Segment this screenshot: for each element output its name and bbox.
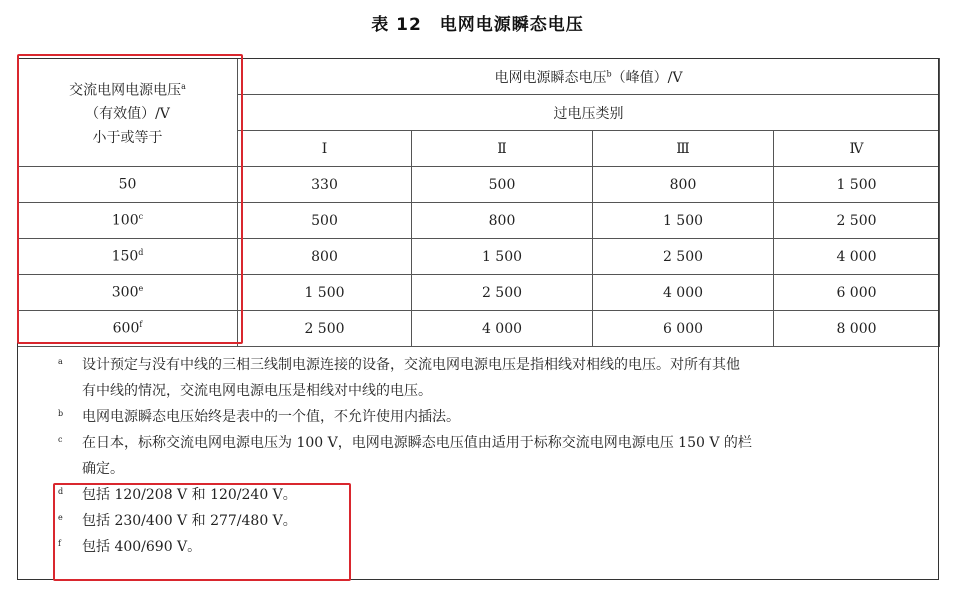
voltage-cell: 50 [18, 167, 238, 203]
footnote-mark: a [58, 357, 63, 366]
voltage-cell: 300e [18, 275, 238, 311]
value-cell: 2 500 [238, 311, 412, 347]
value-cell: 2 500 [593, 239, 774, 275]
footnote-text: 电网电源瞬态电压始终是表中的一个值，不允许使用内插法。 [82, 409, 460, 425]
value-cell: 330 [238, 167, 412, 203]
category-header-cell: 过电压类别 [238, 95, 940, 131]
category-4: Ⅳ [774, 131, 940, 167]
value-cell: 1 500 [774, 167, 940, 203]
value-cell: 500 [412, 167, 593, 203]
value-cell: 800 [238, 239, 412, 275]
voltage-cell: 100$^c$ [18, 203, 238, 239]
row-header-line3: 小于或等于 [92, 130, 163, 147]
footnote-text-cont: 确定。 [82, 461, 124, 477]
footnote-b [50, 404, 930, 430]
footnote-text: 包括 120/208 V 和 120/240 V。 [82, 487, 297, 503]
voltage-cell: 150$^d$ [18, 239, 238, 275]
main-header-cell: 电网电源瞬态电压$^b$（峰值）/V [238, 59, 940, 95]
highlight-box-footnotes [53, 483, 351, 581]
value-cell: 4 000 [774, 239, 940, 275]
row-header-line2: （有效值）/V [85, 106, 170, 123]
footnote-text: 包括 230/400 V 和 277/480 V。 [82, 513, 297, 529]
value-cell: 6 000 [593, 311, 774, 347]
footnote-c [50, 430, 930, 482]
row-header-line1: 交流电网电源电压$^a$ [69, 81, 186, 99]
value-cell: 1 500 [412, 239, 593, 275]
footnote-mark: d [58, 487, 64, 496]
value-cell: 1 500 [593, 203, 774, 239]
value-cell: 1 500 [238, 275, 412, 311]
footnote-a [50, 352, 930, 404]
value-cell: 2 500 [774, 203, 940, 239]
value-cell: 4 000 [412, 311, 593, 347]
footnote-mark: c [58, 435, 63, 444]
value-cell: 8 000 [774, 311, 940, 347]
category-2: Ⅱ [412, 131, 593, 167]
category-3: Ⅲ [593, 131, 774, 167]
table-title: 表 12 电网电源瞬态电压 [371, 15, 584, 35]
footnote-text: 设计预定与没有中线的三相三线制电源连接的设备，交流电网电源电压是指相线对相线的电压。对所有其他 [82, 357, 740, 373]
value-cell: 500 [238, 203, 412, 239]
footnote-text-cont: 有中线的情况，交流电网电源电压是相线对中线的电压。 [82, 383, 432, 399]
value-cell: 4 000 [593, 275, 774, 311]
value-cell: 800 [412, 203, 593, 239]
highlight-box-voltage-column [17, 54, 243, 344]
footnote-text: 包括 400/690 V。 [82, 539, 202, 555]
value-cell: 2 500 [412, 275, 593, 311]
footnote-mark: e [58, 513, 63, 522]
footnote-mark: b [58, 409, 64, 418]
category-1: Ⅰ [238, 131, 412, 167]
value-cell: 6 000 [774, 275, 940, 311]
voltage-cell: 600$^f$ [18, 311, 238, 347]
footnote-text: 在日本，标称交流电网电源电压为 100 V，电网电源瞬态电压值由适用于标称交流电网电源电压 150 V 的栏 [82, 435, 752, 451]
value-cell: 800 [593, 167, 774, 203]
footnote-mark: f [58, 539, 61, 548]
